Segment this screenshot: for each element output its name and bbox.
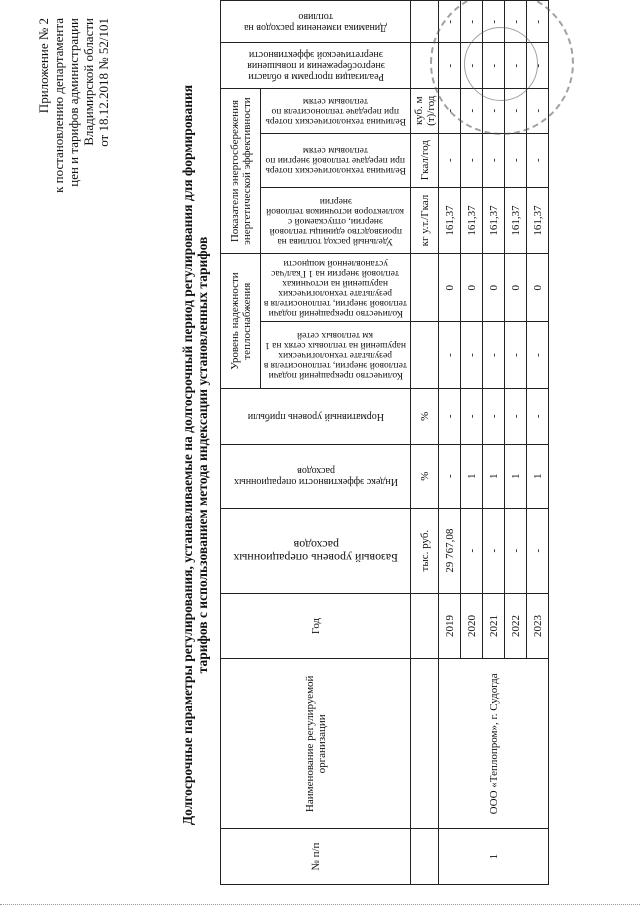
row-number: 1 bbox=[439, 829, 549, 885]
header-en-b: Величина технологических потерь при передаче тепловой энергии по тепловым сетям bbox=[261, 133, 411, 187]
header-profit: Нормативный уровень прибыли bbox=[221, 388, 411, 444]
fuel-cell: - bbox=[527, 1, 549, 44]
year-cell: 2022 bbox=[505, 593, 527, 659]
efficiency-cell: - bbox=[439, 444, 461, 508]
header-rel-b: Количество прекращений подачи тепловой энергии, теплоносителя в результате технологических нарушений на источниках тепловой энергии на 1 Гкал/час установленной мощности bbox=[261, 254, 411, 322]
efficiency-cell: 1 bbox=[527, 444, 549, 508]
annex-line: Приложение № 2 bbox=[36, 18, 51, 114]
year-cell: 2023 bbox=[527, 593, 549, 659]
base-cost-cell: - bbox=[527, 508, 549, 593]
profit-cell: - bbox=[461, 388, 483, 444]
year-cell: 2020 bbox=[461, 593, 483, 659]
base-cost-cell: 29 767,08 bbox=[439, 508, 461, 593]
title-line: Долгосрочные параметры регулирования, устанавливаемые на долгосрочный период регулирования для формирования bbox=[180, 84, 195, 826]
unit-cell bbox=[411, 593, 439, 659]
unit-en-a: кг у.т./Гкал bbox=[411, 187, 439, 254]
program-cell: - bbox=[461, 43, 483, 88]
rel-a-cell: - bbox=[483, 322, 505, 389]
header-program: Реализация программ в области энергосбережения и повышения энергетической эффективности bbox=[221, 43, 411, 88]
efficiency-cell: 1 bbox=[461, 444, 483, 508]
table-row bbox=[439, 1, 461, 885]
rel-a-cell: - bbox=[439, 322, 461, 389]
program-cell: - bbox=[527, 43, 549, 88]
unit-efficiency: % bbox=[411, 444, 439, 508]
unit-profit: % bbox=[411, 388, 439, 444]
fuel-cell: - bbox=[483, 1, 505, 44]
title-line: тарифов с использованием метода индексации установленных тарифов bbox=[195, 236, 210, 674]
en-a-cell: 161,37 bbox=[461, 187, 483, 254]
en-b-cell: - bbox=[483, 133, 505, 187]
unit-en-c: куб. м (т)/год bbox=[411, 88, 439, 133]
header-en-a: Удельный расход топлива на производство единицы тепловой энергии, отпускаемой с коллекторов источников тепловой энергии bbox=[261, 187, 411, 254]
annex-line: к постановлению департамента bbox=[51, 18, 66, 193]
base-cost-cell: - bbox=[461, 508, 483, 593]
en-a-cell: 161,37 bbox=[439, 187, 461, 254]
en-b-cell: - bbox=[527, 133, 549, 187]
unit-en-b: Гкал/год bbox=[411, 133, 439, 187]
header-fuel: Динамика изменения расходов на топливо bbox=[221, 1, 411, 44]
document-title bbox=[180, 75, 210, 835]
fuel-cell: - bbox=[461, 1, 483, 44]
rel-b-cell: 0 bbox=[527, 254, 549, 322]
header-num: № п/п bbox=[221, 829, 411, 885]
unit-cell bbox=[411, 254, 439, 322]
rel-b-cell: 0 bbox=[505, 254, 527, 322]
program-cell: - bbox=[505, 43, 527, 88]
official-seal bbox=[430, 0, 574, 135]
en-b-cell: - bbox=[505, 133, 527, 187]
rel-a-cell: - bbox=[461, 322, 483, 389]
header-rel-a: Количество прекращений подачи тепловой энергии, теплоносителя в результате технологических нарушений на тепловых сетях на 1 км тепловых сетей bbox=[261, 322, 411, 389]
en-c-cell: - bbox=[505, 88, 527, 133]
annex-block bbox=[36, 18, 111, 193]
rel-b-cell: 0 bbox=[483, 254, 505, 322]
org-name: ООО «Теплопром», г. Судогда bbox=[439, 659, 549, 829]
rel-a-cell: - bbox=[527, 322, 549, 389]
program-cell: - bbox=[439, 43, 461, 88]
annex-line: цен и тарифов администрации bbox=[66, 18, 81, 187]
header-energy: Показатели энергосбережения энергетической эффективности bbox=[221, 88, 261, 254]
unit-base-cost: тыс. руб. bbox=[411, 508, 439, 593]
header-reliability: Уровень надежности теплоснабжения bbox=[221, 254, 261, 388]
en-c-cell: - bbox=[461, 88, 483, 133]
fuel-cell: - bbox=[439, 1, 461, 44]
en-c-cell: - bbox=[439, 88, 461, 133]
profit-cell: - bbox=[505, 388, 527, 444]
header-org: Наименование регулируемой организации bbox=[221, 659, 411, 829]
en-c-cell: - bbox=[483, 88, 505, 133]
seal-inner-ring bbox=[464, 27, 538, 101]
base-cost-cell: - bbox=[483, 508, 505, 593]
unit-cell bbox=[411, 659, 439, 829]
en-b-cell: - bbox=[439, 133, 461, 187]
annex-line: от 18.12.2018 № 52/101 bbox=[96, 18, 111, 147]
en-a-cell: 161,37 bbox=[505, 187, 527, 254]
efficiency-cell: 1 bbox=[505, 444, 527, 508]
fuel-cell: - bbox=[505, 1, 527, 44]
profit-cell: - bbox=[439, 388, 461, 444]
en-a-cell: 161,37 bbox=[483, 187, 505, 254]
en-b-cell: - bbox=[461, 133, 483, 187]
header-base-cost: Базовый уровень операционных расходов bbox=[221, 508, 411, 593]
unit-cell bbox=[411, 829, 439, 885]
annex-line: Владимирской области bbox=[81, 18, 96, 146]
base-cost-cell: - bbox=[505, 508, 527, 593]
en-a-cell: 161,37 bbox=[527, 187, 549, 254]
program-cell: - bbox=[483, 43, 505, 88]
en-c-cell: - bbox=[527, 88, 549, 133]
rel-b-cell: 0 bbox=[439, 254, 461, 322]
rel-b-cell: 0 bbox=[461, 254, 483, 322]
profit-cell: - bbox=[483, 388, 505, 444]
year-cell: 2019 bbox=[439, 593, 461, 659]
header-efficiency: Индекс эффективности операционных расходов bbox=[221, 444, 411, 508]
efficiency-cell: 1 bbox=[483, 444, 505, 508]
unit-cell bbox=[411, 322, 439, 389]
header-year: Год bbox=[221, 593, 411, 659]
header-en-c: Величина технологических потерь при передаче теплоносителя по тепловым сетям bbox=[261, 88, 411, 133]
rel-a-cell: - bbox=[505, 322, 527, 389]
profit-cell: - bbox=[527, 388, 549, 444]
year-cell: 2021 bbox=[483, 593, 505, 659]
